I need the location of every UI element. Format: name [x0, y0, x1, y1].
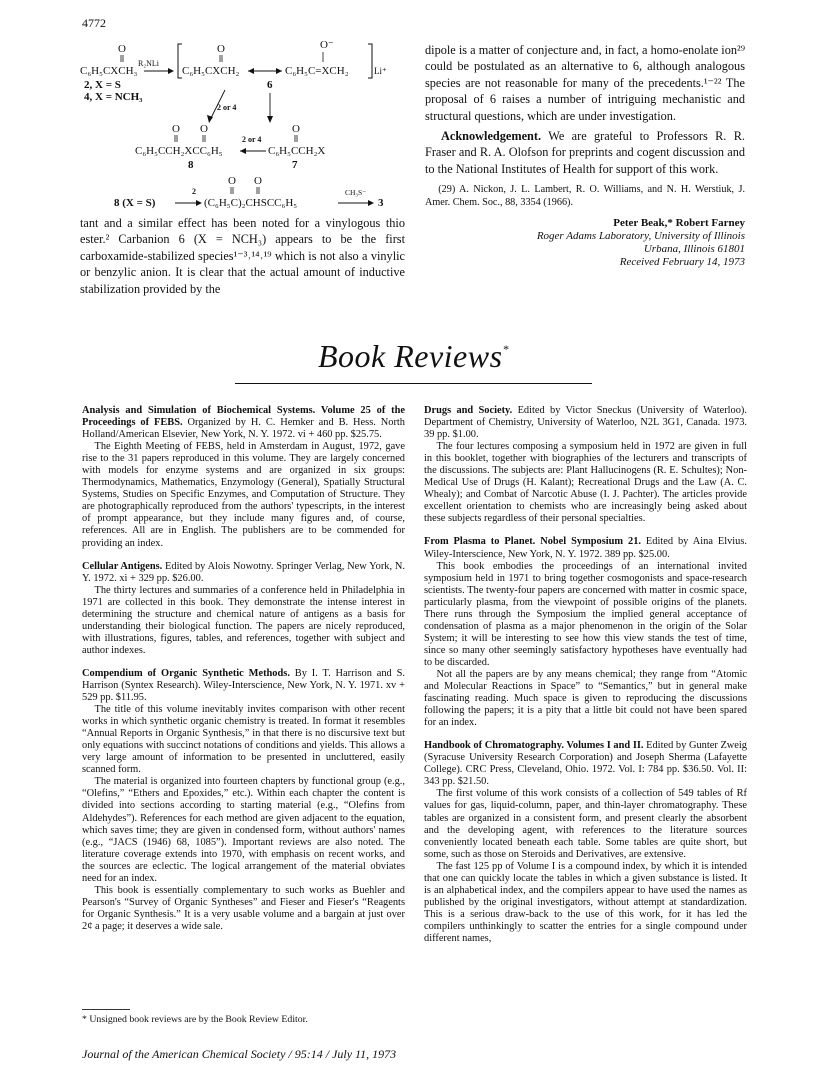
journal-footer: Journal of the American Chemical Society / 95:14 / July 11, 1973	[82, 1047, 397, 1061]
scheme-arrow-label-2: 2 or 4	[242, 135, 262, 144]
reaction-scheme	[80, 38, 410, 208]
section-rule	[235, 383, 592, 384]
review-paragraph: This book is essentially complementary to such works as Buehler and Pearson's “Survey of Organic Syntheses” and Fieser and Fieser's “Reagents for Organic Synthesis.” It is a very usable volume and a bargain at just over 2¢ a page; it deserves a wide sale.	[82, 884, 405, 932]
scheme-label-7: 7	[292, 159, 298, 171]
review-heading	[82, 405, 405, 441]
book-review	[82, 405, 405, 550]
authors: Peter Beak,* Robert Farney	[613, 217, 745, 230]
svg-text:O: O	[172, 123, 180, 135]
review-title: Handbook of Chromatography. Volumes I and II.	[424, 740, 644, 752]
svg-text:O: O	[292, 123, 300, 135]
reviews-right-column	[424, 405, 747, 956]
review-title: Cellular Antigens.	[82, 560, 163, 572]
review-paragraph: The Eighth Meeting of FEBS, held in Amsterdam in August, 1972, gave rise to the 31 papers reproduced in this volume. They are largely concerned with models for enzyme systems and are organized in six groups: Thermodynamics, Mathematics, Enzymology (General), Spatially Structural Systems, Studies on Specific Enzymes, and Computation of Structure. They are photographically reproduced from the authors' typescripts, in the interest of prompt appearance, but they include many figures and, of course, references. All are in English. The publishers are to be commended for providing an index.	[82, 441, 405, 549]
review-bibliographic-info: Edited by Alois Nowotny. Springer Verlag, New York, N. Y. 1972. xi + 329 pp. $26.00.	[82, 560, 405, 584]
book-review	[424, 536, 747, 729]
review-paragraph: The thirty lectures and summaries of a conference held in Philadelphia in 1971 are collected in this book. They demonstrate the intense interest in determining the structure and chemical nature of antigens as a basis for understanding their biological function. The papers are nicely reproduced, with illustrations, figures, tables, and references, together with subject and author indexes.	[82, 584, 405, 656]
scheme-label-2: 2, X = S	[84, 79, 121, 91]
review-heading	[424, 740, 747, 788]
book-review	[424, 740, 747, 945]
section-title-mark: *	[502, 342, 510, 356]
footnote-rule	[82, 1009, 130, 1010]
section-title	[0, 338, 827, 375]
page-number: 4772	[82, 16, 106, 30]
scheme-reagent: R₂NLi	[138, 59, 160, 68]
acknowledgement	[425, 128, 745, 177]
review-paragraph: The fast 125 pp of Volume I is a compound index, by which it is intended that one can quickly locate the tables in which a given substance is listed. It is an alphabetical index, and the compilers appear to have used the names as published by the original investigators, without attempt at standardization. This is a serious draw-back to the use of this work, for it has led the compilers unthinkingly to scatter the entries for a single compound under different names,	[424, 860, 747, 944]
scheme-compound-c3: C₆H₅C=XCH₂	[285, 65, 349, 77]
review-bibliographic-info: Organized by H. C. Hemker and B. Hess. North Holland/American Elsevier, New York, N. Y. 1972. vi + 460 pp. $25.75.	[82, 417, 406, 441]
scheme-bottom-arrow-label: 2	[192, 187, 196, 196]
review-paragraph: Not all the papers are by any means chemical; they range from “Atomic and Molecular Reactions in Space” to “Semantics,” but in general make fascinating reading. Much space is given to reproducing the discussions following the papers; it is a pity that a little bit could not have been spared for an index.	[424, 668, 747, 729]
review-paragraph: The four lectures composing a symposium held in 1972 are given in full in this booklet, together with biographies of the lecturers and transcripts of the discussions. The subjects are: Plant Hallucinogens (R. E. Schultes); Non-Medical Use of Drugs (H. Kalant); Recreational Drugs and the Law (A. C. Whealy); and Combat of Narcotic Abuse (I. J. Pachter). The articles provide excellent orientation to chemists who are increasingly being asked about these subjects regardless of their personal specialties.	[424, 441, 747, 525]
scheme-o1: O	[118, 43, 126, 55]
book-review	[424, 405, 747, 525]
review-bibliographic-info: Edited by Gunter Zweig (Syracuse University Research Corporation) and Joseph Sherma (Lafayette College). CRC Press, Cleveland, Ohio. 1972. Vol. I: 784 pp. $36.50. Vol. II: 343 pp. $21.50.	[424, 740, 747, 788]
review-title: Drugs and Society.	[424, 405, 513, 416]
review-paragraph: This book embodies the proceedings of an international invited symposium held in 1971 to bring together cosmogonists and space-research scientists. The twenty-four papers are concerned with matter in cosmic space, particularly plasma, from the viewpoint of possible origins of the planets. There runs through the Symposium the implied general acceptance of condensation of plasma as a major phenomenon in the origin of the Solar System; it will be interesting to see how this view stands the test of time, since so many other seemingly satisfactory hypotheses have eventually had to be discarded.	[424, 560, 747, 668]
received-date: Received February 14, 1973	[619, 256, 745, 269]
svg-text:O: O	[254, 175, 262, 187]
book-review	[82, 668, 405, 933]
scheme-label-6: 6	[267, 79, 273, 91]
top-right-column	[425, 42, 745, 269]
review-heading	[424, 405, 747, 441]
scheme-compound-7: C₆H₅CCH₂X	[268, 145, 326, 157]
scheme-label-3: 3	[378, 197, 384, 209]
review-paragraph: The title of this volume inevitably invites comparison with other recent works in which synthetic organic chemistry is treated. In format it resembles “Annual Reports in Organic Synthesis,” in that there is no discursive text but only equations with succinct notations of conditions and yields. This allows a very large amount of information to be presented in uncluttered, easily scanned form.	[82, 704, 405, 776]
scheme-label-4: 4, X = NCH₃	[84, 91, 143, 103]
review-title: From Plasma to Planet. Nobel Symposium 21.	[424, 536, 641, 548]
reviews-left-column	[82, 405, 405, 944]
section-title-text: Book Reviews	[317, 338, 503, 374]
footnote: * Unsigned book reviews are by the Book Review Editor.	[82, 1014, 308, 1025]
book-review	[82, 561, 405, 657]
top-left-paragraph: tant and a similar effect has been noted for a vinylogous thio ester.² Carbanion 6 (X = NCH₃) appears to be the first carboxamide-stabilized species¹⁻³˒¹⁴˒¹⁹ which is not also a vinylic or benzylic anion. It is clear that the actual amount of inductive stabilization provided by the	[80, 216, 405, 296]
top-right-paragraph: dipole is a matter of conjecture and, in fact, a homo-enolate ion²⁹ could be postulated as an alternative to 6, although analogous species are not reasonable for many of the precedents.¹⁻²² The proposal of 6 raises a number of intriguing mechanistic and structural questions, which are under investigation.	[425, 43, 745, 123]
review-paragraph: The material is organized into fourteen chapters by functional group (e.g., “Olefins,” “Ethers and Epoxides,” etc.). Within each chapter the content is divided into sections according to starting material (e.g., “Olefins from Aldehydes”). References for each method are given adjacent to the equation, which saves time; they are given in condensed form, without authors' names (e.g., “JACS (1946) 68, 1085”). Important reviews are also noted. The literature coverage extends into 1970, with emphasis on recent works, and the sources are eclectic. The logical arrangement of the material obviates need for an index.	[82, 776, 405, 884]
scheme-bottom-compound: (C₆H₅C)₂CHSCC₆H₅	[204, 197, 298, 209]
svg-text:O: O	[200, 123, 208, 135]
scheme-o2: O	[217, 43, 225, 55]
reaction-scheme-svg	[80, 38, 410, 208]
review-paragraph: The first volume of this work consists of a collection of 549 tables of Rf values for gas, liquid-column, paper, and thin-layer chromatography. These tables are organized in a consistent form, and present clearly the absorbent and the developing agent, with references to the literature sources conveniently located beneath each table. Some tables are quite short, but some, such as those on Steroids and Derivatives, are extensive.	[424, 788, 747, 860]
review-heading	[424, 536, 747, 560]
review-heading	[82, 561, 405, 585]
review-title: Analysis and Simulation of Biochemical Systems. Volume 25 of the Proceedings of FEBS.	[82, 405, 405, 429]
scheme-bottom-start: 8 (X = S)	[114, 197, 156, 209]
scheme-o3: O⁻	[320, 39, 334, 51]
review-bibliographic-info: Edited by Victor Sneckus (University of Waterloo). Department of Chemistry, University of Waterloo, N2L 3G1, Canada. 1973. 39 pp. $1.00.	[424, 405, 747, 441]
review-title: Compendium of Organic Synthetic Methods.	[82, 667, 290, 679]
acknowledgement-text: We are grateful to Professors R. R. Fraser and R. A. Olofson for preprints and cogent discussion and to the National Institutes of Health for support of this work.	[425, 129, 746, 176]
scheme-compound-8: C₆H₅CCH₂XCC₆H₅	[135, 145, 223, 157]
scheme-li: Li⁺	[374, 66, 387, 76]
review-bibliographic-info: Edited by Aina Elvius. Wiley-Interscience, New York, N. Y. 1972. 389 pp. $25.00.	[424, 536, 748, 560]
scheme-compound-c1: C₆H₅CXCH₃	[80, 65, 138, 77]
scheme-compound-c2: C₆H₅CXCH₂	[182, 65, 240, 77]
svg-text:O: O	[228, 175, 236, 187]
review-bibliographic-info: By I. T. Harrison and S. Harrison (Syntex Research). Wiley-Interscience, New York, N. Y. 1971. xv + 529 pp. $11.95.	[82, 667, 405, 704]
acknowledgement-title: Acknowledgement.	[440, 129, 542, 144]
scheme-arrow-label-1: 2 or 4	[217, 103, 237, 112]
affiliation-line-2: Urbana, Illinois 61801	[643, 243, 745, 256]
scheme-bottom-reagent: CH₃S⁻	[345, 188, 367, 197]
affiliation-line-1: Roger Adams Laboratory, University of Illinois	[536, 230, 745, 243]
scheme-label-8: 8	[188, 159, 194, 171]
review-heading	[82, 668, 405, 704]
reference-29: (29) A. Nickon, J. L. Lambert, R. O. Williams, and N. H. Werstiuk, J. Amer. Chem. Soc., 88, 3354 (1966).	[425, 184, 745, 209]
